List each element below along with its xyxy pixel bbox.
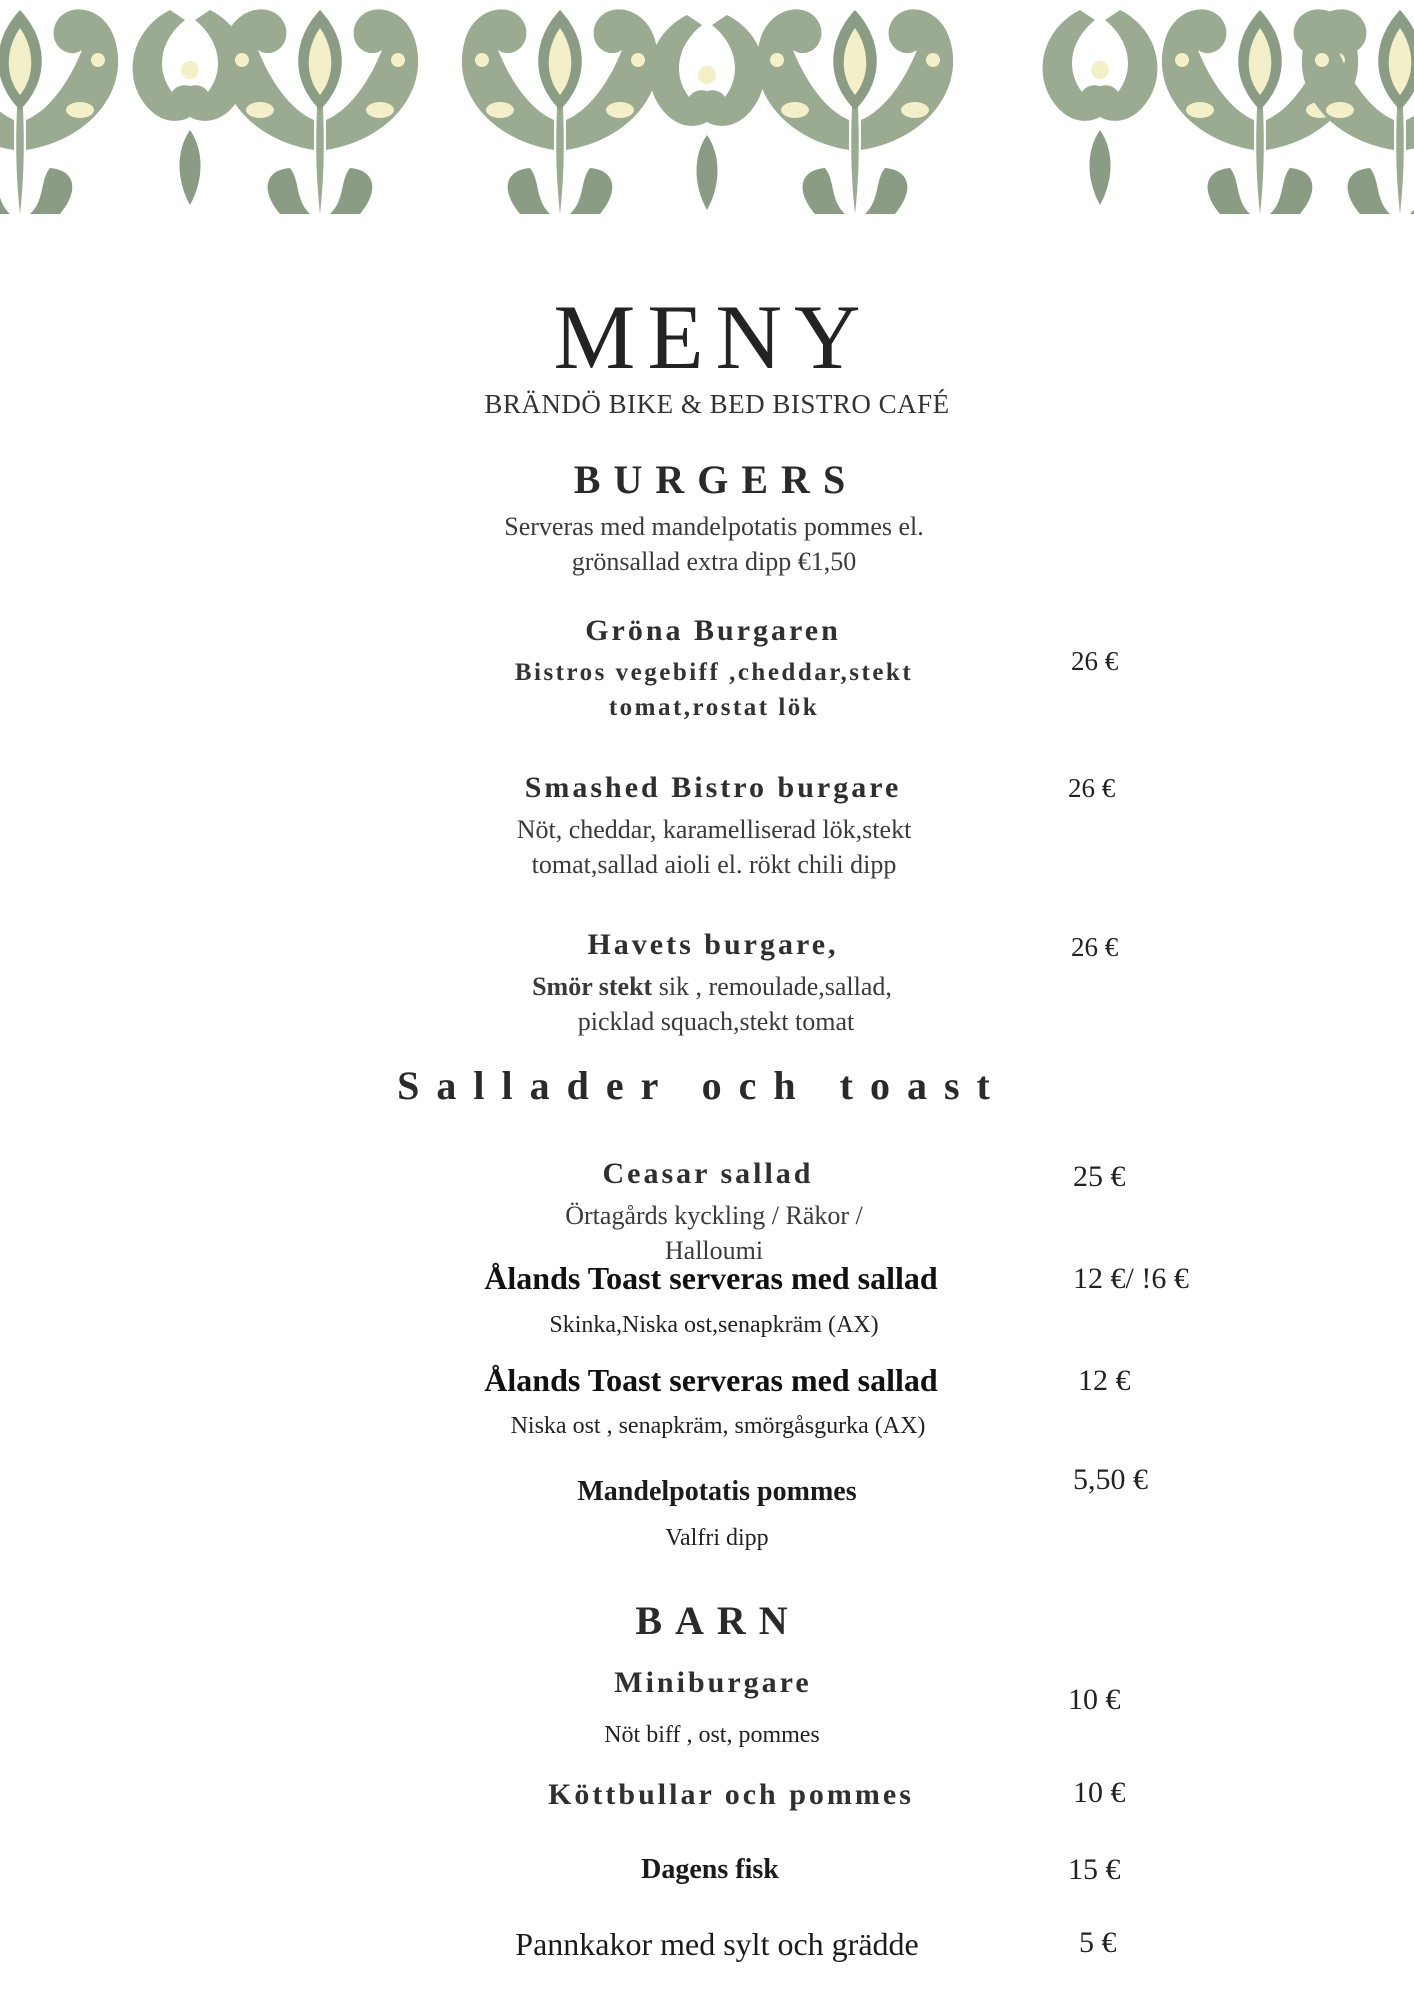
menu-item-name: Havets burgare, (587, 928, 839, 961)
section-heading-kids: BARN (635, 1598, 801, 1643)
burgers-note-line2: grönsallad extra dipp €1,50 (571, 547, 857, 576)
menu-item-price: 12 €/ !6 € (1073, 1262, 1189, 1295)
menu-item-price: 25 € (1073, 1160, 1126, 1193)
menu-item-name: Pannkakor med sylt och grädde (515, 1926, 919, 1962)
menu-item-price: 15 € (1068, 1853, 1121, 1886)
menu-item-price: 26 € (1071, 646, 1119, 676)
menu-item-name: Miniburgare (614, 1666, 812, 1699)
menu-item-name: Ålands Toast serveras med sallad (484, 1260, 938, 1296)
menu-item-name: Ålands Toast serveras med sallad (484, 1362, 938, 1398)
menu-item-desc (532, 969, 892, 1004)
section-heading-burgers: BURGERS (573, 457, 859, 502)
page-title: MENY (553, 286, 873, 388)
menu-item-desc: tomat,rostat lök (608, 694, 820, 721)
menu-item-price: 26 € (1071, 932, 1119, 962)
menu-item-desc: Örtagårds kyckling / Räkor / (565, 1201, 863, 1230)
menu-item-price: 26 € (1068, 773, 1116, 803)
menu-item-desc-bold: Smör stekt (532, 972, 653, 1001)
menu-item-price: 5,50 € (1073, 1463, 1148, 1496)
section-heading-salads: Sallader och toast (397, 1063, 1007, 1108)
menu-item-name: Köttbullar och pommes (548, 1778, 914, 1811)
damask-banner-ornament (0, 0, 1414, 214)
menu-item-desc: tomat,sallad aioli el. rökt chili dipp (531, 850, 897, 879)
menu-item-name: Smashed Bistro burgare (524, 771, 902, 804)
menu-item-price: 10 € (1073, 1776, 1126, 1809)
menu-item-price: 12 € (1078, 1364, 1131, 1397)
menu-item-name: Gröna Burgaren (585, 614, 841, 647)
menu-item-desc: Valfri dipp (665, 1525, 769, 1551)
menu-item-desc: Nöt biff , ost, pommes (604, 1722, 820, 1748)
menu-item-desc: Halloumi (664, 1236, 764, 1265)
menu-item-desc: Bistros vegebiff ,cheddar,stekt (514, 659, 914, 686)
menu-item-desc-rest: sik , remoulade,sallad, (652, 972, 892, 1001)
burgers-note-line1: Serveras med mandelpotatis pommes el. (504, 512, 924, 541)
menu-item-desc: picklad squach,stekt tomat (577, 1007, 855, 1036)
menu-item-name: Ceasar sallad (602, 1157, 814, 1190)
menu-item-desc: Nöt, cheddar, karamelliserad lök,stekt (516, 815, 912, 844)
menu-item-price: 10 € (1068, 1683, 1121, 1716)
menu-item-name: Mandelpotatis pommes (577, 1476, 857, 1507)
menu-item-desc: Skinka,Niska ost,senapkräm (AX) (549, 1312, 879, 1338)
menu-item-desc: Niska ost , senapkräm, smörgåsgurka (AX) (510, 1413, 926, 1439)
menu-item-name: Dagens fisk (641, 1854, 779, 1885)
menu-item-price: 5 € (1079, 1926, 1117, 1959)
page-subtitle: BRÄNDÖ BIKE & BED BISTRO CAFÉ (484, 389, 950, 419)
